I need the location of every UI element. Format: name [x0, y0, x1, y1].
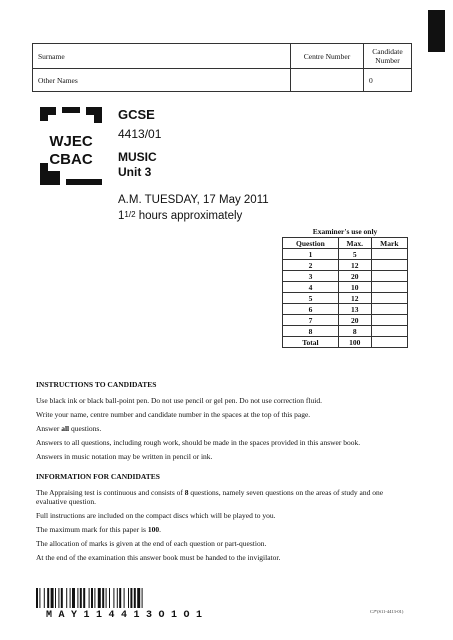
max-mark: 5	[338, 249, 371, 260]
instruction-line: Answers in music notation may be written in pencil or ink.	[36, 452, 213, 461]
mark-cell[interactable]	[371, 315, 407, 326]
mark-cell[interactable]	[371, 260, 407, 271]
wjec-cbac-logo	[36, 103, 106, 189]
question-number: 3	[283, 271, 339, 282]
logo-graphic	[36, 103, 106, 189]
table-row	[283, 304, 408, 315]
table-row	[283, 260, 408, 271]
duration-whole: 1	[118, 210, 125, 222]
question-number: 6	[283, 304, 339, 315]
barcode-text: MAY114413O1O1	[46, 610, 209, 621]
logo-text-cbac: CBAC	[49, 151, 93, 168]
table-row	[283, 282, 408, 293]
mark-cell[interactable]	[371, 271, 407, 282]
max-mark: 13	[338, 304, 371, 315]
paper-code: CJ*(S11-4413-01)	[370, 609, 404, 614]
question-number: 7	[283, 315, 339, 326]
header-question: Question	[283, 238, 339, 249]
logo-text-wjec: WJEC	[49, 133, 93, 150]
max-mark: 10	[338, 282, 371, 293]
total-mark-cell[interactable]	[371, 337, 407, 348]
mark-cell[interactable]	[371, 249, 407, 260]
information-line: Full instructions are included on the compact discs which will be played to you.	[36, 511, 276, 520]
examiner-table-title: Examiner's use only	[312, 227, 378, 236]
mark-cell[interactable]	[371, 304, 407, 315]
information-line: At the end of the examination this answer book must be handed to the invigilator.	[36, 553, 281, 562]
instruction-line: Answers to all questions, including rough work, should be made in the spaces provided in this answer book.	[36, 438, 361, 447]
exam-unit: Unit 3	[118, 165, 152, 179]
centre-number-field[interactable]	[291, 44, 364, 69]
information-line: The Appraising test is continuous and consists of 8 questions, namely seven questions on the areas of study and one evaluative question.	[36, 488, 384, 506]
table-row	[283, 293, 408, 304]
duration-fraction: 1/2	[124, 210, 136, 219]
max-mark: 12	[338, 293, 371, 304]
centre-number-label: Centre Number	[303, 51, 351, 61]
surname-field[interactable]	[33, 44, 291, 69]
information-heading: INFORMATION FOR CANDIDATES	[36, 472, 160, 481]
candidate-details-box	[32, 43, 412, 92]
max-mark: 20	[338, 315, 371, 326]
exam-code: 4413/01	[118, 127, 162, 141]
max-mark: 12	[338, 260, 371, 271]
instruction-line: Use black ink or black ball-point pen. Do not use pencil or gel pen. Do not use correction fluid.	[36, 396, 322, 405]
examiner-use-table	[282, 227, 408, 348]
duration-text: hours approximately	[135, 210, 243, 222]
question-number: 8	[283, 326, 339, 337]
max-mark: 20	[338, 271, 371, 282]
table-row	[283, 249, 408, 260]
candidate-number-field[interactable]	[364, 44, 412, 69]
mark-cell[interactable]	[371, 293, 407, 304]
table-row	[283, 315, 408, 326]
instruction-line: Write your name, centre number and candidate number in the spaces at the top of this page.	[36, 410, 311, 419]
candidate-number-label: Candidate Number	[372, 47, 403, 65]
table-row	[283, 326, 408, 337]
mark-cell[interactable]	[371, 326, 407, 337]
total-label: Total	[283, 337, 339, 348]
exam-subject: MUSIC	[118, 150, 157, 164]
information-line: The allocation of marks is given at the end of each question or part-question.	[36, 539, 267, 548]
total-row	[283, 337, 408, 348]
table-row	[283, 271, 408, 282]
question-number: 4	[283, 282, 339, 293]
exam-duration	[118, 210, 242, 222]
other-names-field[interactable]	[33, 69, 291, 92]
corner-tab-marker	[428, 10, 445, 52]
instructions-heading: INSTRUCTIONS TO CANDIDATES	[36, 380, 157, 389]
instructions-section	[36, 380, 408, 567]
instruction-line: Answer all questions.	[36, 424, 102, 433]
header-mark: Mark	[371, 238, 407, 249]
other-names-label: Other Names	[38, 75, 78, 85]
centre-number-entry[interactable]	[291, 69, 364, 92]
exam-date: A.M. TUESDAY, 17 May 2011	[118, 194, 269, 206]
exam-level: GCSE	[118, 107, 155, 122]
header-max: Max.	[338, 238, 371, 249]
question-number: 5	[283, 293, 339, 304]
mark-cell[interactable]	[371, 282, 407, 293]
question-number: 1	[283, 249, 339, 260]
candidate-number-entry[interactable]	[364, 69, 412, 92]
total-max: 100	[338, 337, 371, 348]
question-number: 2	[283, 260, 339, 271]
candidate-number-prefix: 0	[369, 75, 373, 85]
surname-label: Surname	[38, 51, 65, 61]
max-mark: 8	[338, 326, 371, 337]
information-line: The maximum mark for this paper is 100.	[36, 525, 161, 534]
